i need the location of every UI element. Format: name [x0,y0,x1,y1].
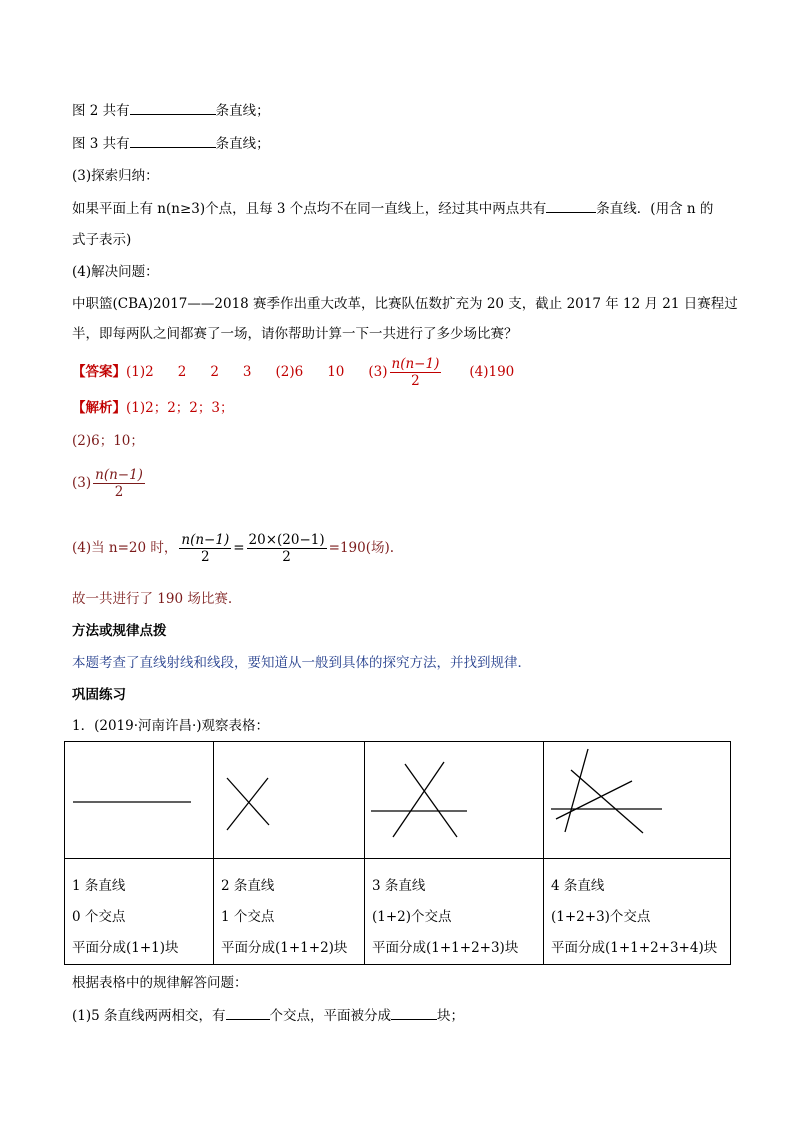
figure-cell-2 [214,742,365,859]
after-table-text: 根据表格中的规律解答问题： [72,975,248,991]
analysis-fraction [93,467,145,500]
cell-1-regions: 平面分成(1+1)块 [72,940,179,956]
analysis-frac-den: 2 [114,484,124,500]
answer-frac-num: n(n−1) [391,356,440,372]
q1-1-prefix: (1)5 条直线两两相交，有 [72,1008,226,1024]
q3-blank[interactable] [546,198,596,213]
fig2-blank[interactable] [130,100,216,115]
q1-1-blank-regions[interactable] [391,1005,437,1020]
method-text: 本题考查了直线射线和线段，要知道从一般到具体的探究方法，并找到规律． [72,655,531,671]
fig2-prefix: 图 2 共有 [72,103,130,119]
answer-part3-prefix: (3) [368,364,388,380]
analysis-eq-frac1 [179,532,231,565]
answer-value-1: (1)2 [126,364,154,380]
practice-q1: 1．(2019·河南许昌·)观察表格： [72,718,270,734]
figure-cell-3 [365,742,544,859]
fig3-prefix: 图 3 共有 [72,136,130,152]
q1-1-suffix: 块； [437,1008,465,1024]
answer-value-6: 10 [327,364,345,380]
text-cell-4 [544,859,731,965]
answer-value-2: 2 [177,364,187,380]
cell-1-lines: 1 条直线 [72,878,126,894]
text-cell-1 [65,859,214,965]
analysis-frac-num: n(n−1) [95,467,143,483]
q3-label: (3)探索归纳： [72,168,159,184]
figure-cell-1 [65,742,214,859]
cell-4-regions: 平面分成(1+1+2+3+4)块 [551,940,718,956]
analysis-line3 [72,466,147,500]
text-cell-3 [365,859,544,965]
q3-text1: 如果平面上有 n(n≥3)个点，且每 3 个点均不在同一直线上，经过其中两点共有 [72,201,547,217]
q3-text-line2: 式子表示) [72,232,132,248]
analysis-eq-result: =190(场). [328,540,395,556]
analysis-eq-frac1-den: 2 [201,549,210,565]
cell-3-lines: 3 条直线 [372,878,426,894]
analysis-tag: 【解析】 [72,400,126,416]
analysis-line4-prefix: (4)当 n=20 时， [72,540,178,556]
cell-2-points: 1 个交点 [221,909,275,925]
answer-frac-den: 2 [411,373,420,389]
answer-fraction [390,356,442,389]
pattern-table [64,741,731,965]
fig3-blank[interactable] [130,133,216,148]
cell-3-points: (1+2)个交点 [372,909,452,925]
text-cell-2 [214,859,365,965]
fig2-suffix: 条直线； [215,103,270,119]
analysis-conclusion: 故一共进行了 190 场比赛. [72,591,233,607]
two-lines-figure [214,742,364,858]
practice-q1-1 [72,1005,464,1026]
fig2-line [72,100,270,121]
analysis-line2: (2)6；10； [72,433,144,449]
answer-tag: 【答案】 [72,364,126,380]
analysis-eq-frac2-den: 2 [282,549,291,565]
cell-1-points: 0 个交点 [72,909,126,925]
cell-3-regions: 平面分成(1+1+2+3)块 [372,940,519,956]
q4-text-line2: 半，即每两队之间都赛了一场，请你帮助计算一下一共进行了多少场比赛？ [72,326,518,342]
cell-4-lines: 4 条直线 [551,878,605,894]
table-text-row [65,859,731,965]
table-figure-row [65,742,731,859]
q4-text-line1: 中职篮(CBA)2017——2018 赛季作出重大改革，比赛队伍数扩充为 20 支，截止 2017 年 12 月 21 日赛程过 [72,296,738,312]
q3-text1-suffix: 条直线．(用含 n 的 [596,201,714,217]
one-line-figure [65,742,213,858]
answer-line [72,356,514,389]
analysis-line1 [72,398,233,418]
analysis-line1-text: (1)2；2；2；3； [126,400,234,416]
practice-heading: 巩固练习 [72,687,126,703]
cell-2-regions: 平面分成(1+1+2)块 [221,940,348,956]
analysis-line3-prefix: (3) [72,475,92,491]
figure-cell-4 [544,742,731,859]
q1-1-blank-points[interactable] [226,1005,270,1020]
analysis-eq-frac2-num: 20×(20−1) [248,532,325,548]
q3-text-line1 [72,198,713,219]
cell-2-lines: 2 条直线 [221,878,275,894]
answer-value-3: 2 [210,364,219,380]
analysis-eq-equals: = [233,540,245,556]
cell-4-points: (1+2+3)个交点 [551,909,651,925]
analysis-line4 [72,530,394,566]
method-heading: 方法或规律点拨 [72,623,167,639]
analysis-eq-frac1-num: n(n−1) [181,532,230,548]
three-lines-figure [365,742,543,858]
four-lines-figure [544,742,730,858]
q1-1-mid: 个交点，平面被分成 [269,1008,392,1024]
answer-value-5: (2)6 [275,364,304,380]
fig3-suffix: 条直线； [215,136,270,152]
answer-value-4: 3 [242,364,252,380]
answer-part4: (4)190 [469,364,515,380]
analysis-eq-frac2 [247,532,327,565]
fig3-line [72,133,270,154]
q4-label: (4)解决问题： [72,264,159,280]
